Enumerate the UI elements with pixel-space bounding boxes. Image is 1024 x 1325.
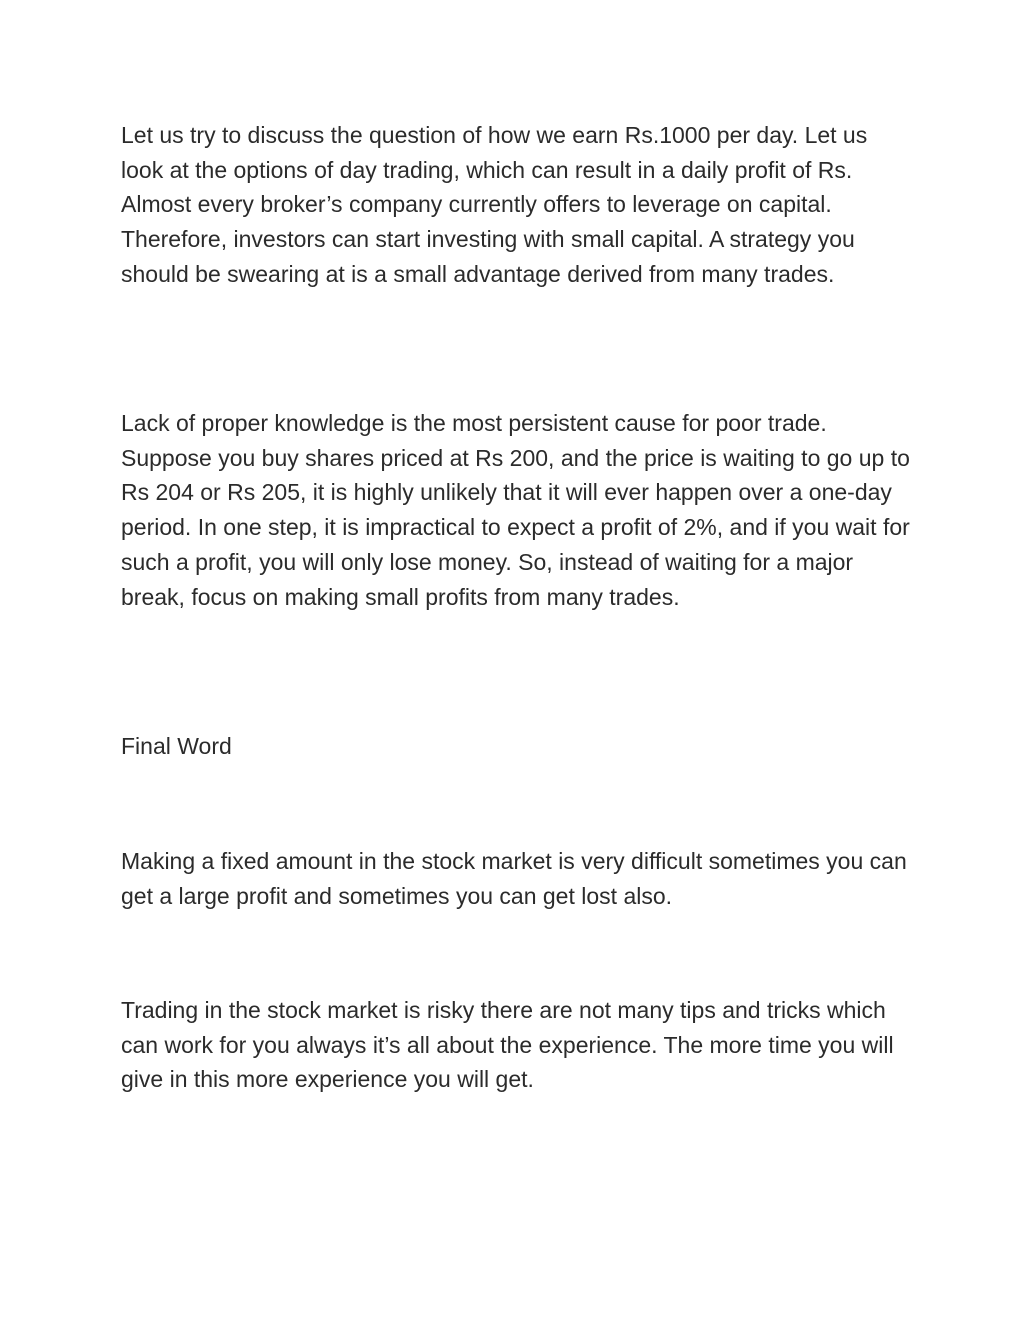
paragraph-trading-risk-experience: Trading in the stock market is risky there are not many tips and tricks which can work for you always it’s all about the experience. The more time you will give in this more experience you will get. xyxy=(121,997,894,1093)
paragraph-knowledge-and-profits: Lack of proper knowledge is the most persistent cause for poor trade. Suppose you buy shares priced at Rs 200, and the price is waiting to go up to Rs 204 or Rs 205, it is highly unlikely that it will ever happen over a one-day period. In one step, it is impractical to expect a profit of 2%, and if you wait for such a profit, you will only lose money. So, instead of waiting for a major break, focus on making small profits from many trades. xyxy=(121,410,910,610)
paragraph-fixed-amount-difficulty: Making a fixed amount in the stock market is very difficult sometimes you can get a large profit and sometimes you can get lost also. xyxy=(121,848,907,909)
section-heading-final-word: Final Word xyxy=(121,733,232,759)
paragraph-daily-earning-intro: Let us try to discuss the question of how we earn Rs.1000 per day. Let us look at the options of day trading, which can result in a daily profit of Rs. Almost every broker’s company currently offers to leverage on capital. Therefore, investors can start investing with small capital. A strategy you should be swearing at is a small advantage derived from many trades. xyxy=(121,122,868,287)
